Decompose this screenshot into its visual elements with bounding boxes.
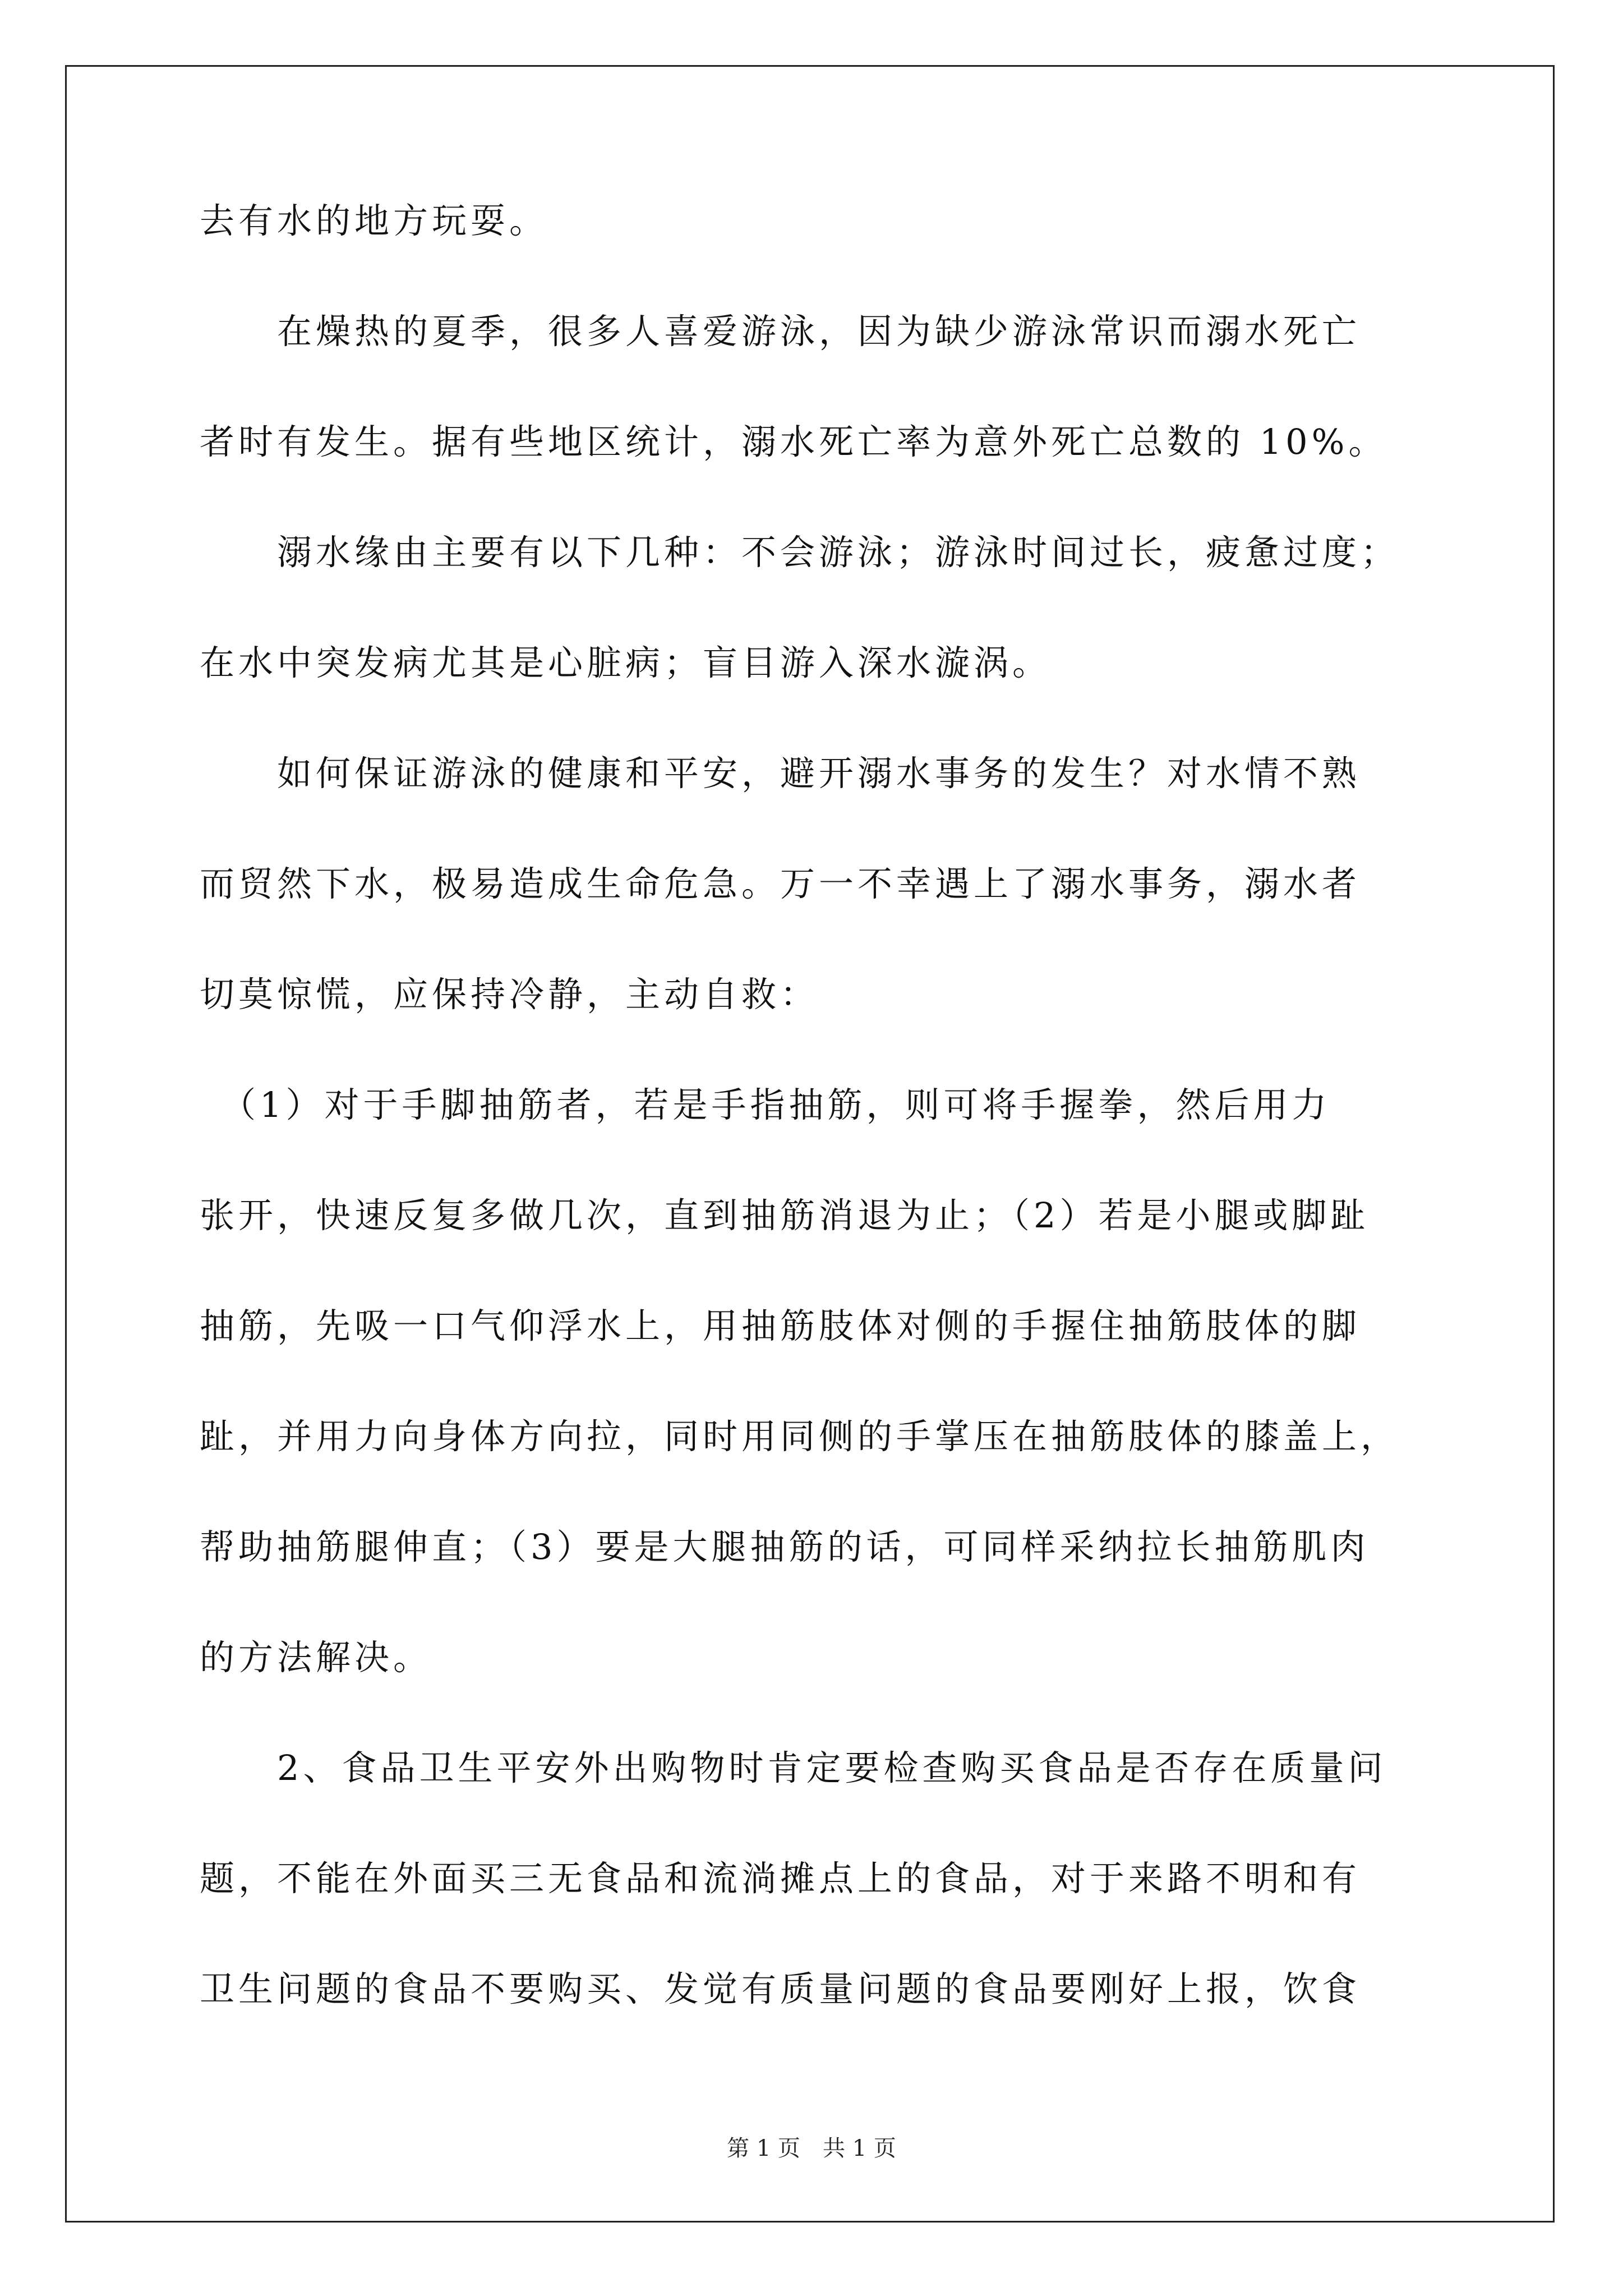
text-line: 帮助抽筋腿伸直；（3）要是大腿抽筋的话，可同样采纳拉长抽筋肌肉 (200, 1526, 1370, 1567)
text-line: 2、食品卫生平安外出购物时肯定要检查购买食品是否存在质量问 (200, 1747, 1387, 1788)
text-line: 而贸然下水，极易造成生命危急。万一不幸遇上了溺水事务，溺水者 (200, 863, 1361, 904)
text-line: 张开，快速反复多做几次，直到抽筋消退为止；（2）若是小腿或脚趾 (200, 1195, 1370, 1236)
text-line: 者时有发生。据有些地区统计，溺水死亡率为意外死亡总数的 10%。 (200, 421, 1387, 462)
text-line: 趾，并用力向身体方向拉，同时用同侧的手掌压在抽筋肢体的膝盖上， (200, 1416, 1400, 1457)
text-line: 在燥热的夏季，很多人喜爱游泳，因为缺少游泳常识而溺水死亡 (200, 311, 1361, 352)
text-line: 去有水的地方玩耍。 (200, 200, 548, 241)
text-line: （1）对于手脚抽筋者，若是手指抽筋，则可将手握拳，然后用力 (200, 1084, 1331, 1125)
text-line: 抽筋，先吸一口气仰浮水上，用抽筋肢体对侧的手握住抽筋肢体的脚 (200, 1305, 1361, 1346)
page-number: 第 1 页 (727, 2136, 800, 2161)
text-line: 如何保证游泳的健康和平安，避开溺水事务的发生？对水情不熟 (200, 753, 1361, 794)
document-body (200, 202, 1422, 2008)
text-line: 卫生问题的食品不要购买、发觉有质量问题的食品要刚好上报，饮食 (200, 1968, 1361, 2009)
text-line: 切莫惊慌，应保持冷静，主动自救： (200, 974, 819, 1015)
text-line: 在水中突发病尤其是心脏病；盲目游入深水漩涡。 (200, 642, 1052, 683)
text-line: 的方法解决。 (200, 1637, 432, 1678)
text-line: 题，不能在外面买三无食品和流淌摊点上的食品，对于来路不明和有 (200, 1858, 1361, 1899)
page-total: 共 1 页 (823, 2136, 896, 2161)
text-line: 溺水缘由主要有以下几种：不会游泳；游泳时间过长，疲惫过度； (200, 532, 1400, 573)
page-footer (0, 2135, 1623, 2162)
